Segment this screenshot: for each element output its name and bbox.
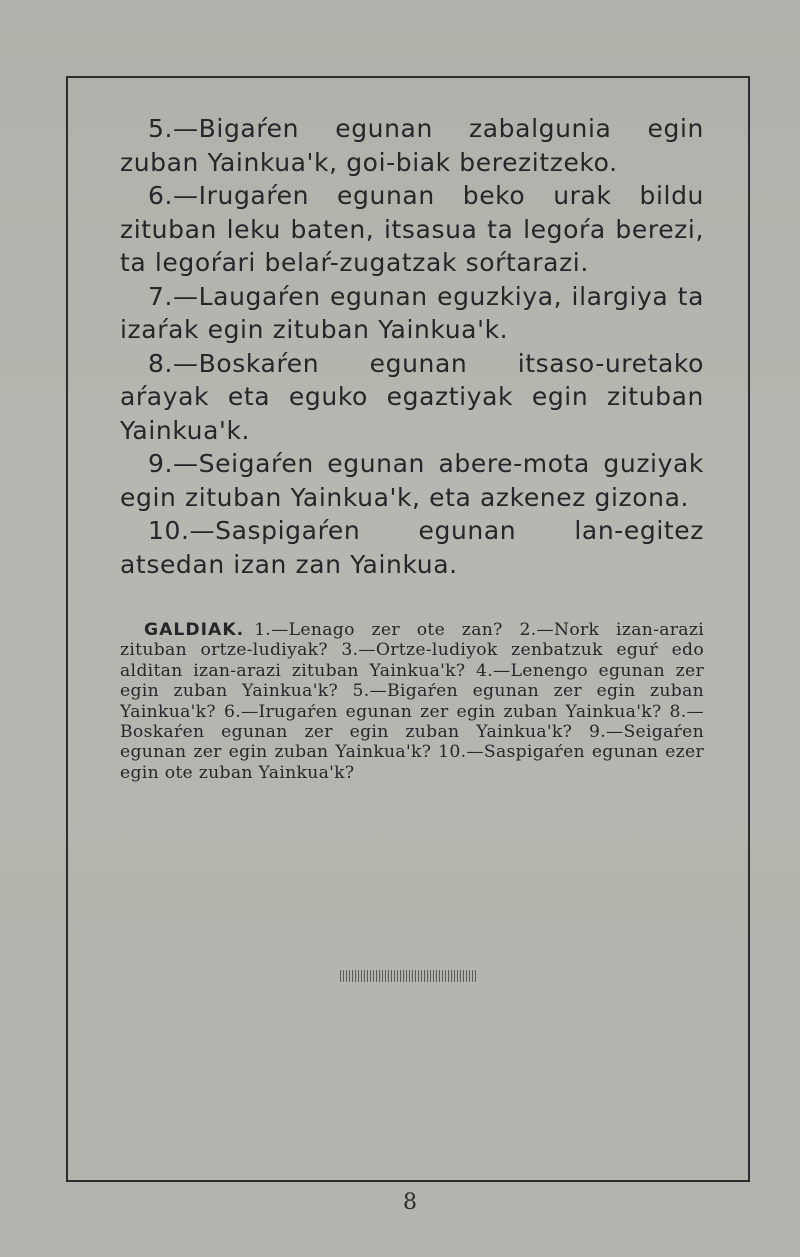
- paragraph-day-9: 9.—Seigaŕen egunan abere-mota guziyak egin zituban Yainkua'k, eta azkenez gizona.: [120, 449, 704, 512]
- paragraph-day-10: 10.—Saspigaŕen egunan lan-egitez atsedan izan zan Yainkua.: [120, 516, 704, 579]
- paragraph-day-8: 8.—Boskaŕen egunan itsaso-uretako aŕayak eta eguko egaztiyak egin zituban Yainkua'k.: [120, 348, 704, 445]
- decorative-rule: [340, 970, 476, 982]
- main-text: [120, 112, 704, 581]
- paragraph-day-6: 6.—Irugaŕen egunan beko urak bildu zituban leku baten, itsasua ta legoŕa berezi, ta legoŕari belaŕ-zugatzak soŕtarazi.: [120, 181, 704, 277]
- paragraph-day-5: 5.—Bigaŕen egunan zabalgunia egin zuban Yainkua'k, goi-biak berezitzeko.: [120, 114, 704, 177]
- questions-block: [120, 620, 704, 783]
- questions-heading: GALDIAK.: [144, 620, 245, 640]
- questions-text: 1.—Lenago zer ote zan? 2.—Nork izan-arazi zituban ortze-ludiyak? 3.—Ortze-ludiyok zenbatzuk eguŕ edo alditan izan-arazi zituban Yainkua'k? 4.—Lenengo egunan zer egin zuban Yainkua'k? 5.—Bigaŕen egunan zer egin zuban Yainkua'k? 6.—Irugaŕen egunan zer egin zuban Yainkua'k? 8.—Boskaŕen egunan zer egin zuban Yainkua'k? 9.—Seigaŕen egunan zer egin zuban Yainkua'k? 10.—Saspigaŕen egunan ezer egin ote zuban Yainkua'k?: [120, 620, 704, 783]
- paragraph-day-7: 7.—Laugaŕen egunan eguzkiya, ilargiya ta izaŕak egin zituban Yainkua'k.: [120, 281, 704, 344]
- page-number: 8: [403, 1190, 417, 1215]
